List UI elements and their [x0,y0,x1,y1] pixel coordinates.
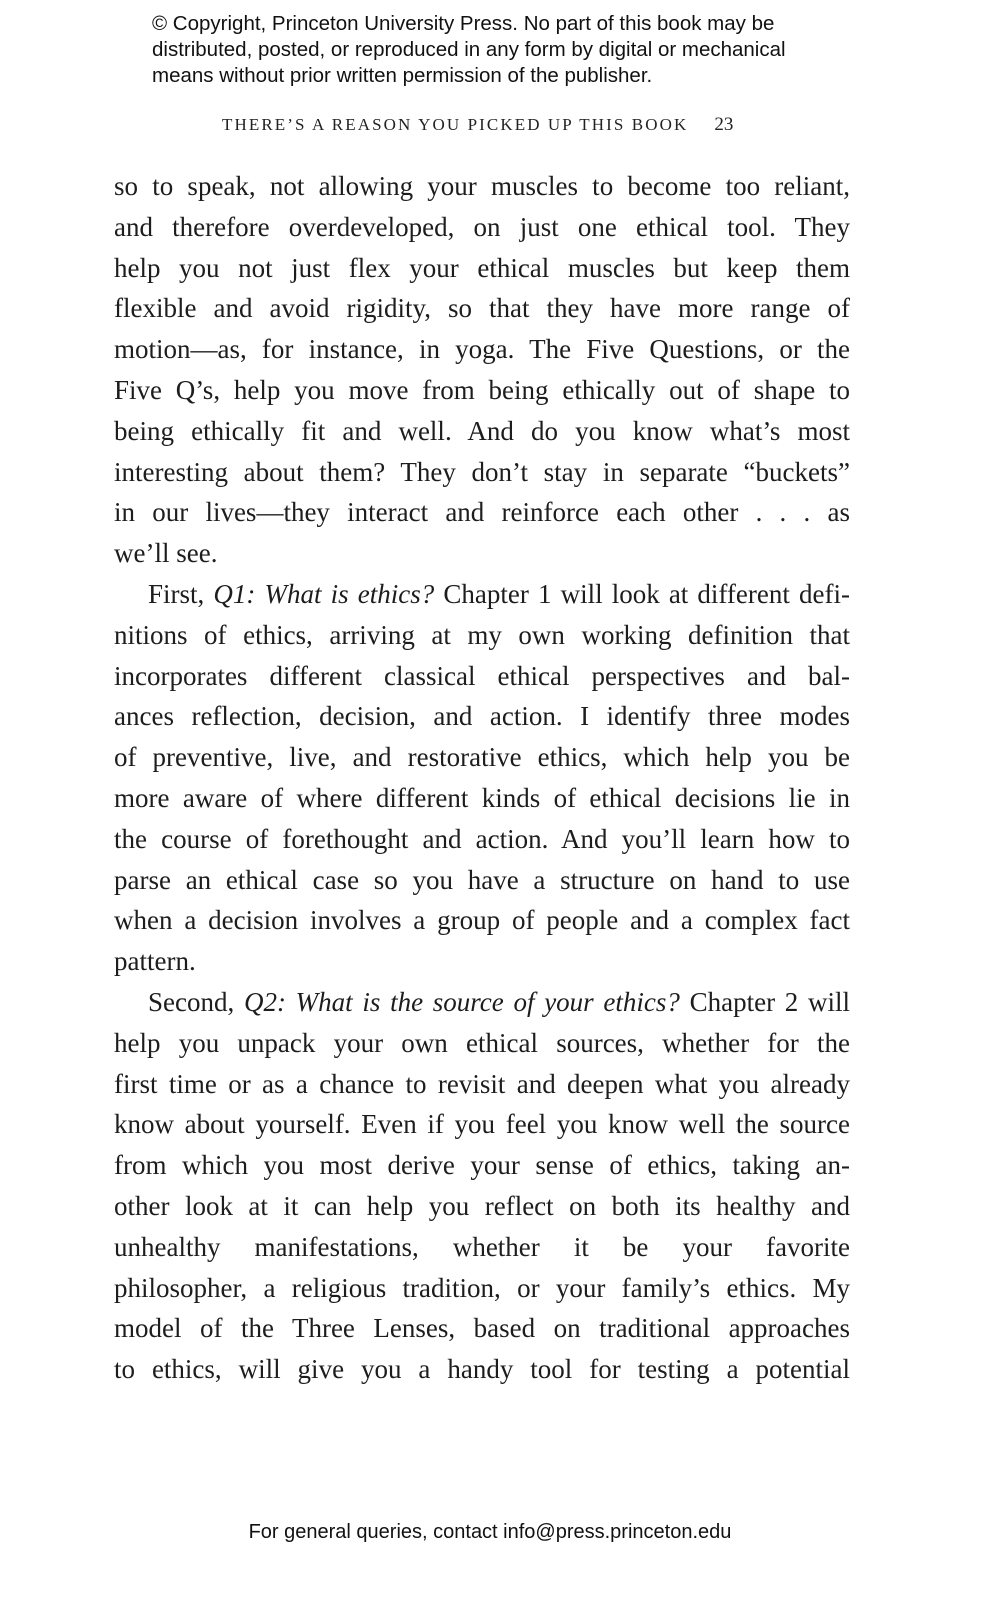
copyright-line: © Copyright, Princeton University Press. No part of this book may be [152,12,775,35]
text-segment: incorporates different classical ethical perspectives and bal- [114,660,850,691]
text-segment: first time or as a chance to revisit and deepen what you already [114,1068,850,1099]
text-line [114,696,850,737]
text-segment: to ethics, will give you a handy tool for testing a potential [114,1354,850,1385]
text-line [114,248,850,289]
text-segment: flexible and avoid rigidity, so that they have more range of [114,293,850,324]
text-line [114,737,850,778]
text-segment: First, [148,578,214,609]
text-segment: parse an ethical case so you have a structure on hand to use [114,864,850,895]
text-line [114,166,850,207]
text-line [114,574,850,615]
text-line [114,1064,850,1105]
text-line [114,329,850,370]
copyright-line: distributed, posted, or reproduced in any form by digital or mechanical [152,38,786,61]
italic-question: Q1: What is ethics? [213,578,435,609]
body-text [114,166,850,1390]
text-line [114,860,850,901]
text-segment: pattern. [114,946,196,977]
text-segment: Five Q’s, help you move from being ethically out of shape to [114,374,850,405]
text-segment: help you not just flex your ethical muscles but keep them [114,252,850,283]
text-line [114,819,850,860]
paragraph [114,982,850,1390]
text-segment: in our lives—they interact and reinforce each other . . . as [114,497,850,528]
text-segment: help you unpack your own ethical sources, whether for the [114,1027,850,1058]
text-line [114,411,850,452]
text-segment: of preventive, live, and restorative ethics, which help you be [114,742,850,773]
text-line [114,492,850,533]
text-segment: Chapter 1 will look at different defi- [434,578,850,609]
text-line [114,982,850,1023]
text-segment: model of the Three Lenses, based on traditional approaches [114,1313,850,1344]
text-segment: philosopher, a religious tradition, or your family’s ethics. My [114,1272,850,1303]
text-line [114,1023,850,1064]
text-segment: ances reflection, decision, and action. I identify three modes [114,701,850,732]
text-segment: Second, [148,986,244,1017]
italic-question: Q2: What is the source of your ethics? [243,986,680,1017]
text-segment: and therefore overdeveloped, on just one ethical tool. They [114,211,850,242]
page-number: 23 [714,114,734,135]
text-segment: motion—as, for instance, in yoga. The Five Questions, or the [114,334,850,365]
paragraph [114,574,850,982]
text-segment: the course of forethought and action. And you’ll learn how to [114,823,850,854]
text-segment: know about yourself. Even if you feel you know well the source [114,1109,850,1140]
text-line [114,1227,850,1268]
text-segment: interesting about them? They don’t stay in separate “buckets” [114,456,850,487]
text-segment: more aware of where different kinds of ethical decisions lie in [114,782,850,813]
text-segment: Chapter 2 will [679,986,850,1017]
text-segment: other look at it can help you reflect on both its healthy and [114,1190,850,1221]
text-line [114,1145,850,1186]
text-line [114,1308,850,1349]
text-line [114,1104,850,1145]
copyright-line: means without prior written permission of the publisher. [152,64,653,87]
running-head-title: THERE’S A REASON YOU PICKED UP THIS BOOK [222,115,689,134]
text-segment: when a decision involves a group of people and a complex fact [114,905,850,936]
text-line [114,533,850,574]
text-segment: we’ll see. [114,538,218,569]
text-segment: from which you most derive your sense of ethics, taking an- [114,1150,850,1181]
text-line [114,656,850,697]
text-line [114,615,850,656]
running-head [222,114,733,136]
text-line [114,452,850,493]
text-line [114,1186,850,1227]
text-segment: being ethically fit and well. And do you know what’s most [114,415,850,446]
text-line [114,900,850,941]
text-segment: so to speak, not allowing your muscles to become too reliant, [114,171,850,201]
text-line [114,288,850,329]
copyright-notice [152,11,872,89]
text-line [114,370,850,411]
text-line [114,1268,850,1309]
text-segment: nitions of ethics, arriving at my own working definition that [114,619,850,650]
paragraph [114,166,850,574]
text-line [114,1349,850,1390]
text-line [114,778,850,819]
text-line [114,941,850,982]
text-segment: unhealthy manifestations, whether it be your favorite [114,1231,850,1262]
footer-contact: For general queries, contact info@press.princeton.edu [248,1521,732,1543]
text-line [114,207,850,248]
